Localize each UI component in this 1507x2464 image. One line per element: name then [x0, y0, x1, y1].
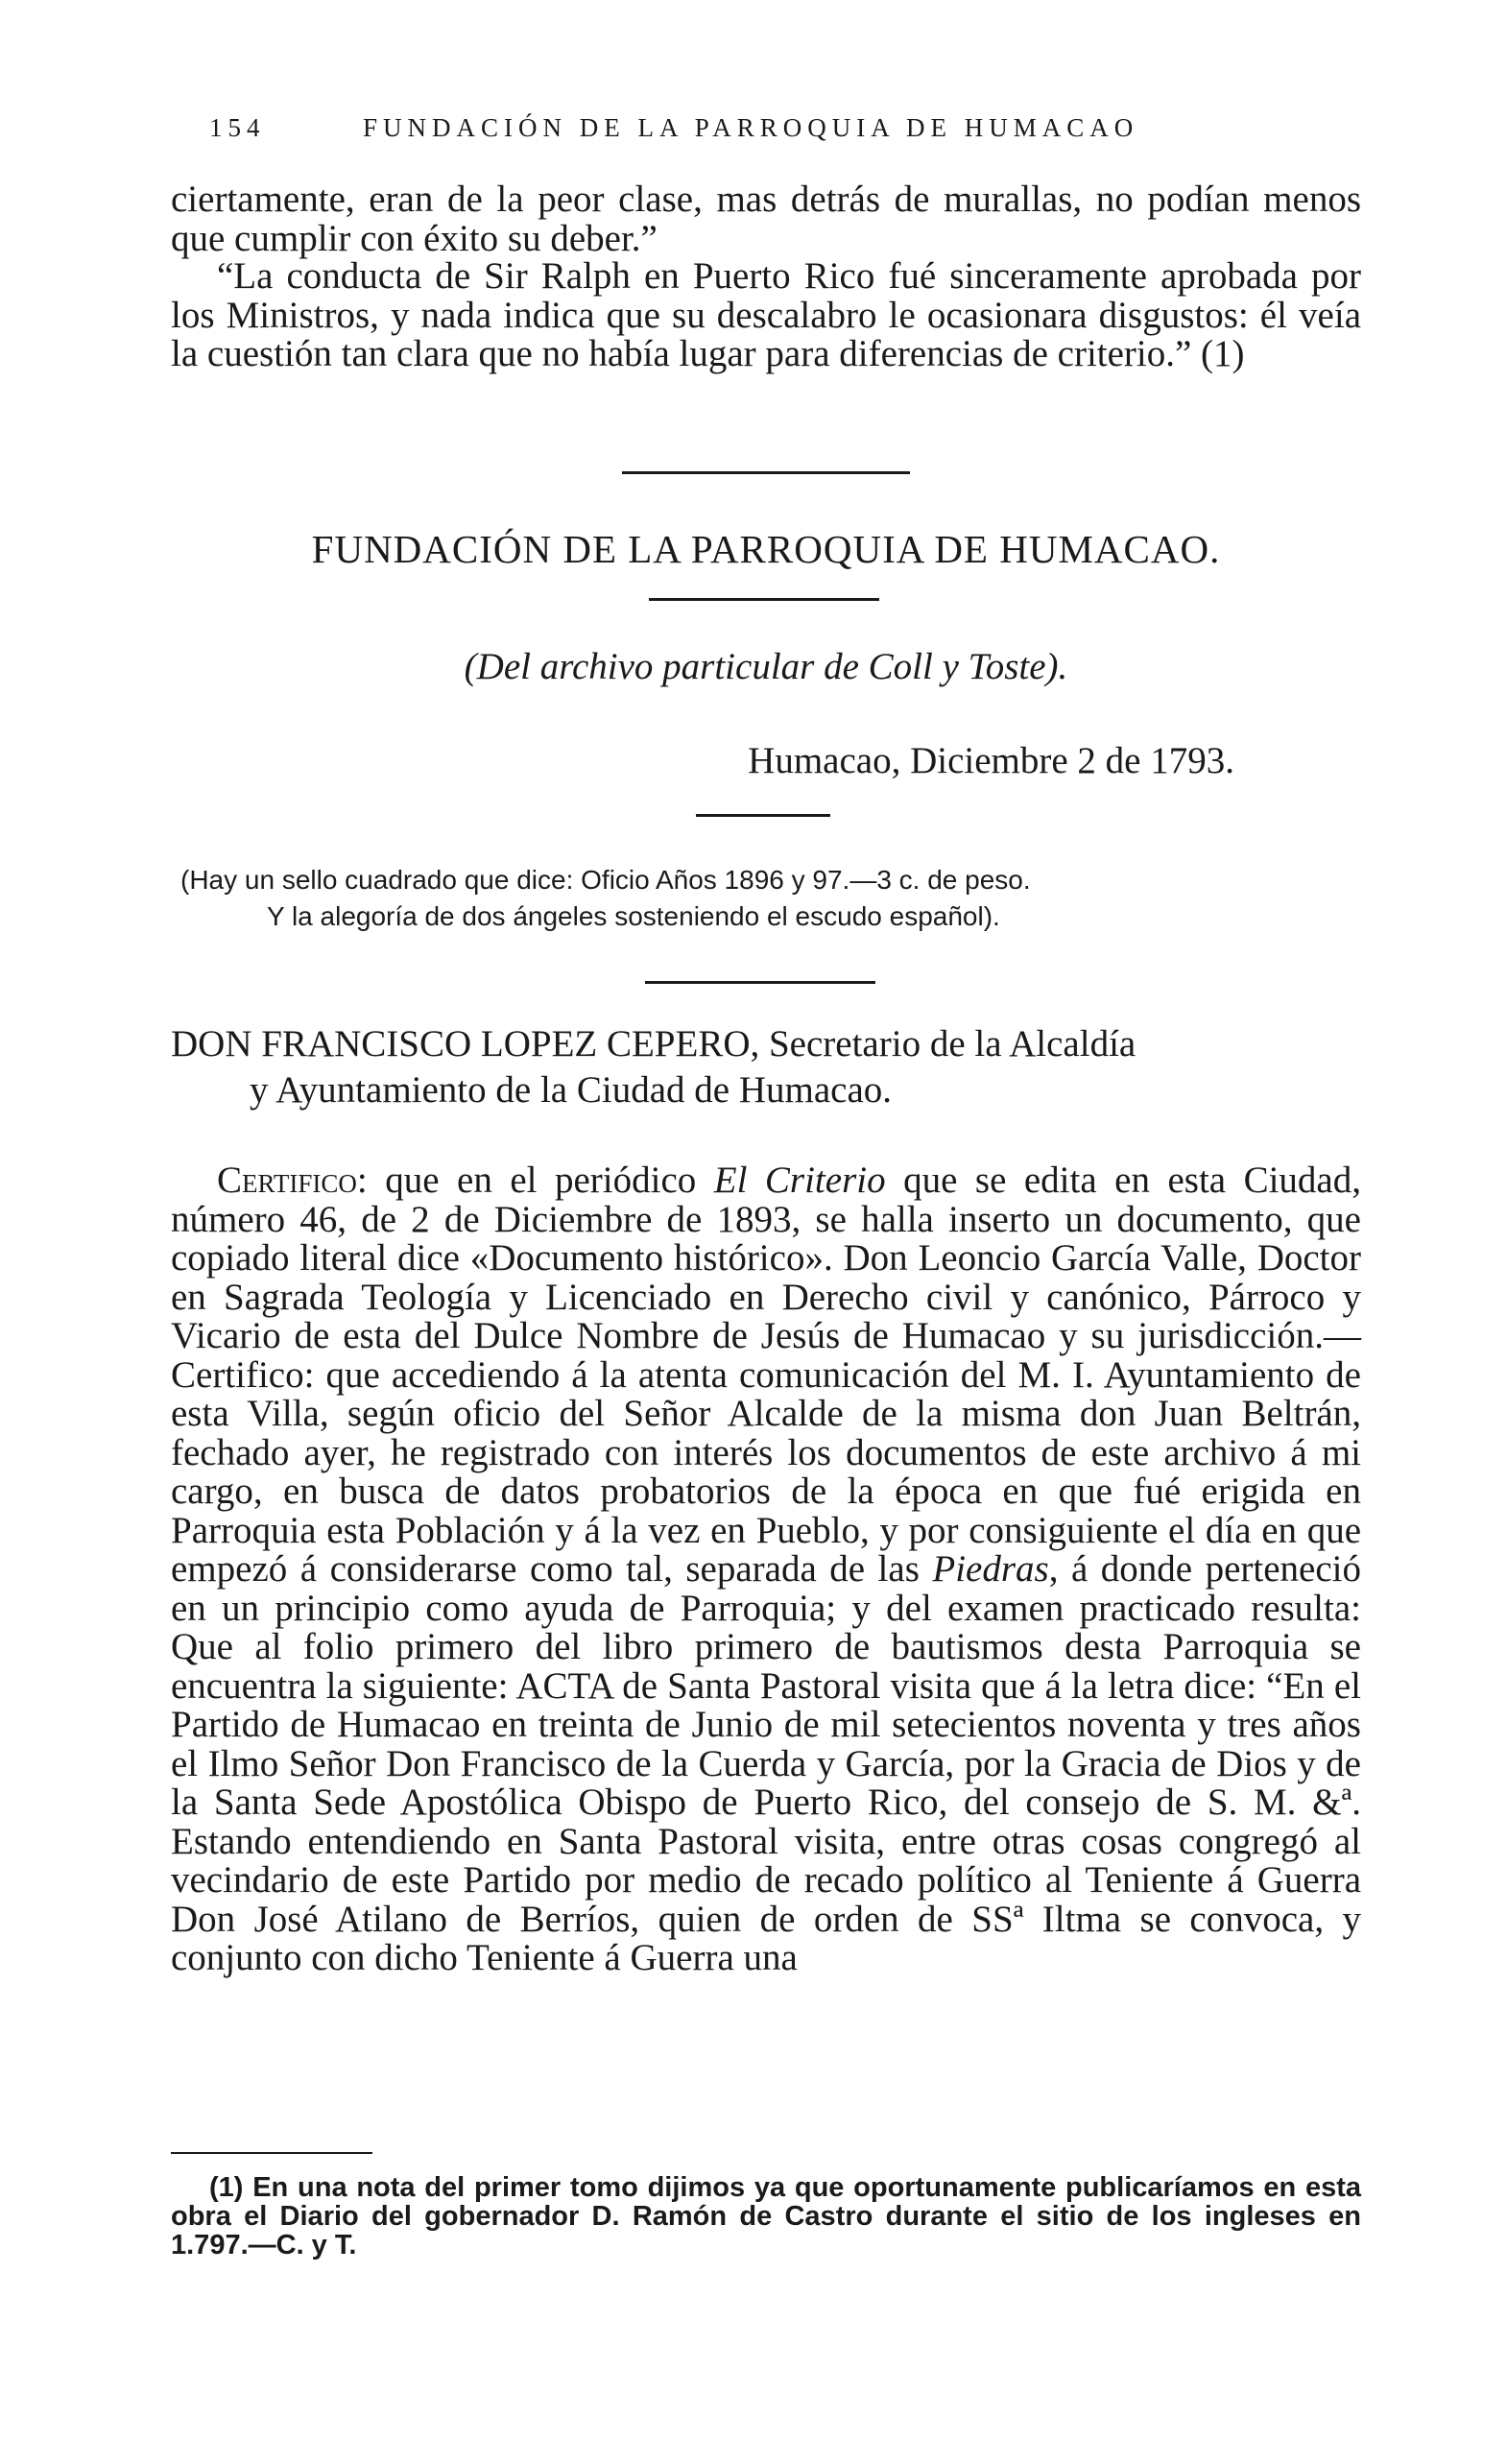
seal-note — [180, 862, 1363, 935]
archive-source: (Del archivo particular de Coll y Toste). — [464, 646, 1068, 687]
footnote-text: En una nota del primer tomo dijimos ya que oportunamente publicaríamos en esta obra el Diario del gobernador D. Ramón de Castro durante el sitio de los ingleses en 1.797.—C. y T. — [171, 2172, 1361, 2261]
section-title: FUNDACIÓN DE LA PARROQUIA DE HUMACAO. — [311, 527, 1221, 571]
intro-paragraph-1: ciertamente, eran de la peor clase, mas detrás de murallas, no podían menos que cumplir con éxito su deber.” — [171, 179, 1361, 259]
body-text-a: que en el periódico — [367, 1160, 714, 1201]
footnote-mark: (1) — [209, 2172, 244, 2203]
body-text-b: que se edita en esta Ciudad, número 46, de 2 de Diciembre de 1893, se halla inserto un documento, que copiado literal dice «Documento histórico». Don Leoncio García Valle, Doctor en Sagrada Teología y Licenciado en Derecho civil y canónico, Párroco y Vicario de esta del Dulce Nombre de Jesús de Humacao y su jurisdicción.—Certifico: que accediendo á la atenta comunicación del M. I. Ayuntamiento de esta Villa, según oficio del Señor Alcalde de la misma don Juan Beltrán, fechado ayer, he registrado con interés los documentos de este archivo á mi cargo, en busca de datos probatorios de la época en que fué erigida en Parroquia esta Población y á la vez en Pueblo, y por consiguiente el día en que empezó á considerarse como tal, separada de las — [171, 1160, 1361, 1590]
certification-body — [171, 1161, 1361, 1978]
section-rule-top — [622, 471, 910, 474]
rule-below-dateline — [696, 814, 830, 817]
intro-paragraph-2: “La conducta de Sir Ralph en Puerto Rico fué sinceramente aprobada por los Ministros, y nada indica que su descalabro le ocasionara disgustos: él veía la cuestión tan clara que no había lugar para diferencias de criterio.” (1) — [171, 255, 1361, 374]
notary-heading — [171, 1021, 1361, 1113]
body-text-c: , á donde perteneció en un principio como ayuda de Parroquia; y del examen practicado resulta: Que al folio primero del libro primero de bautismos desta Parroquia se encuentra la siguiente: ACTA de Santa Pastoral visita que á la letra dice: “En el Partido de Humacao en treinta de Junio de mil setecientos noventa y tres años el Ilmo Señor Don Francisco de la Cuerda y García, por la Gracia de Dios y de la Santa Sede Apostólica Obispo de Puerto Rico, del consejo de S. M. &ª. Estando entendiendo en Santa Pastoral visita, entre otras cosas congregó al vecindario de este Partido por medio de recado político al Teniente á Guerra Don José Atilano de Berríos, quien de orden de SSª Iltma se convoca, y conjunto con dicho Teniente á Guerra una — [171, 1548, 1361, 1978]
seal-note-line-2: Y la alegoría de dos ángeles sosteniendo el escudo español). — [267, 901, 1000, 931]
page-number: 154 — [209, 113, 266, 142]
place-name: Piedras — [932, 1548, 1049, 1590]
newspaper-name: El Criterio — [713, 1160, 886, 1201]
page-header — [209, 113, 1342, 152]
footnote — [171, 2173, 1361, 2260]
certifico-word: Certifico: — [217, 1160, 368, 1201]
notary-line-1: DON FRANCISCO LOPEZ CEPERO, Secretario de la Alcaldía — [171, 1023, 1136, 1065]
seal-note-line-1: (Hay un sello cuadrado que dice: Oficio Años 1896 y 97.—3 c. de peso. — [180, 865, 1031, 895]
notary-line-2: y Ayuntamiento de la Ciudad de Humacao. — [250, 1069, 892, 1111]
footnote-rule — [171, 2152, 372, 2154]
section-rule-below-title — [649, 598, 879, 601]
rule-below-seal — [645, 981, 875, 984]
dateline: Humacao, Diciembre 2 de 1793. — [748, 740, 1234, 781]
running-title: FUNDACIÓN DE LA PARROQUIA DE HUMACAO — [363, 113, 1139, 142]
